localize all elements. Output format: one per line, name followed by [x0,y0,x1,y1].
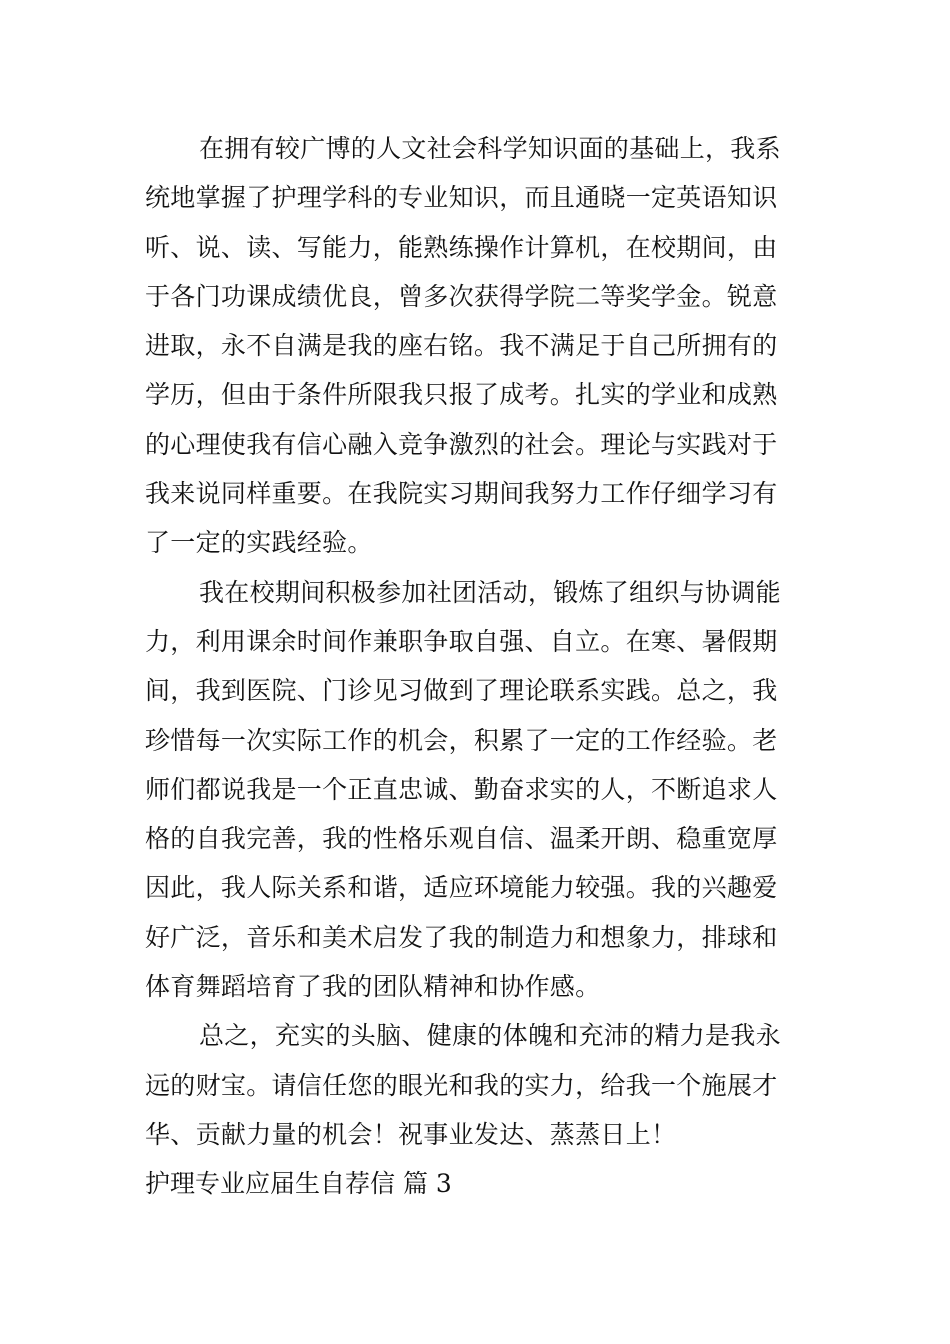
paragraph-line: 珍惜每一次实际工作的机会，积累了一定的工作经验。老 [145,725,778,755]
paragraph-line: 师们都说我是一个正直忠诚、勤奋求实的人，不断追求人 [145,774,778,804]
paragraph-line: 力，利用课余时间作兼职争取自强、自立。在寒、暑假期 [145,626,778,656]
paragraph-line: 了一定的实践经验。 [145,528,373,558]
paragraph-line: 体育舞蹈培育了我的团队精神和协作感。 [145,972,601,1002]
paragraph-line: 我来说同样重要。在我院实习期间我努力工作仔细学习有 [145,479,778,509]
paragraph-line: 远的财宝。请信任您的眼光和我的实力，给我一个施展才 [145,1070,778,1100]
paragraph-line: 统地掌握了护理学科的专业知识，而且通晓一定英语知识 [145,183,778,213]
paragraph-line: 的心理使我有信心融入竞争激烈的社会。理论与实践对于 [145,429,778,459]
paragraph-line: 我在校期间积极参加社团活动，锻炼了组织与协调能 [199,577,781,607]
paragraph-3 [145,1011,810,1159]
paragraph-line: 总之，充实的头脑、健康的体魄和充沛的精力是我永 [199,1021,781,1051]
paragraph-2 [145,568,810,1012]
section-heading: 护理专业应届生自荐信 篇 3 [145,1169,452,1199]
paragraph-line: 在拥有较广博的人文社会科学知识面的基础上，我系 [199,134,781,163]
paragraph-line: 于各门功课成绩优良，曾多次获得学院二等奖学金。锐意 [145,281,778,311]
paragraph-line: 进取，永不自满是我的座右铭。我不满足于自己所拥有的 [145,331,778,361]
paragraph-line: 华、贡献力量的机会！祝事业发达、蒸蒸日上！ [145,1119,677,1149]
paragraph-line: 格的自我完善，我的性格乐观自信、温柔开朗、稳重宽厚 [145,824,778,854]
paragraph-line: 间，我到医院、门诊见习做到了理论联系实践。总之，我 [145,676,778,706]
paragraph-line: 听、说、读、写能力，能熟练操作计算机，在校期间，由 [145,232,778,262]
paragraph-line: 因此，我人际关系和谐，适应环境能力较强。我的兴趣爱 [145,873,778,903]
paragraph-line: 好广泛，音乐和美术启发了我的制造力和想象力，排球和 [145,922,778,952]
document-body [145,124,810,1209]
paragraph-1 [145,124,810,568]
paragraph-line: 学历，但由于条件所限我只报了成考。扎实的学业和成熟 [145,380,778,410]
